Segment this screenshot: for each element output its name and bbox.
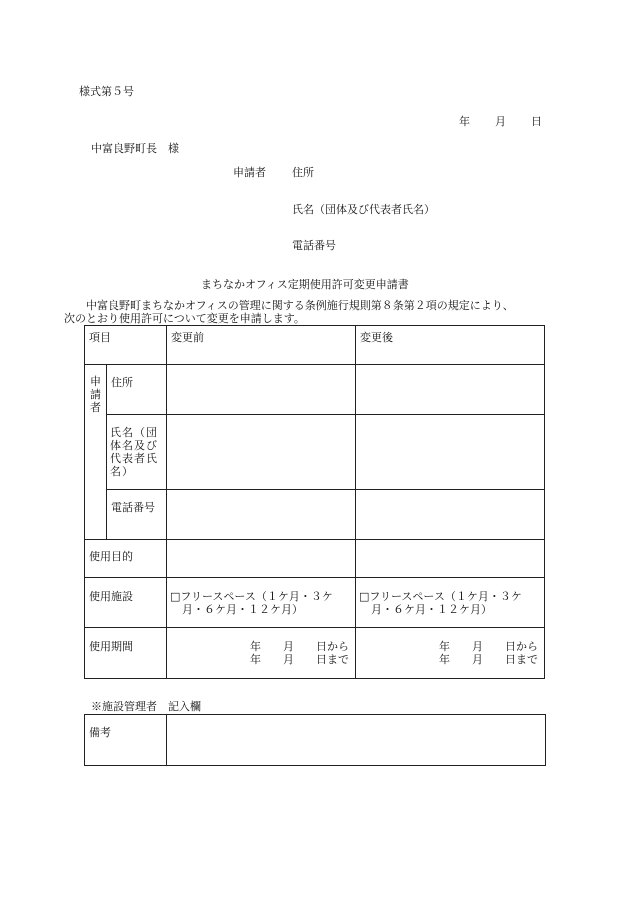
- address-label: 住所: [111, 376, 133, 389]
- admin-heading: ※施設管理者 記入欄: [91, 700, 201, 713]
- period-after-cell[interactable]: [356, 628, 545, 679]
- name-before-cell[interactable]: [167, 415, 356, 490]
- purpose-label-cell: [85, 540, 167, 578]
- applicant-address-label: 住所: [292, 166, 314, 179]
- phone-after-cell[interactable]: [356, 490, 545, 540]
- header-item: 項目: [89, 331, 111, 344]
- period-after-to: 年 月 日まで: [439, 653, 538, 666]
- name-label: 氏名（団体名及び代表者氏名）: [110, 426, 158, 478]
- date-month: 月: [495, 115, 506, 128]
- remarks-label: 備考: [89, 726, 111, 739]
- phone-label: 電話番号: [111, 501, 155, 514]
- applicant-phone-label: 電話番号: [292, 239, 336, 252]
- name-after-cell[interactable]: [356, 415, 545, 490]
- address-before-cell[interactable]: [167, 365, 356, 415]
- phone-label-cell: [107, 490, 167, 540]
- facility-before-line1: □フリースペース（１ケ月・３ケ: [170, 590, 333, 603]
- period-before-cell[interactable]: [167, 628, 356, 679]
- facility-after: [356, 578, 544, 616]
- period-after: [356, 628, 544, 678]
- form-number: 様式第５号: [79, 85, 134, 98]
- applicant-group-cell: [85, 365, 107, 540]
- date-day: 日: [531, 115, 542, 128]
- purpose-after-cell[interactable]: [356, 540, 545, 578]
- applicant-vertical-char: 請: [90, 388, 101, 401]
- applicant-vertical-char: 者: [90, 401, 101, 414]
- period-after-from: 年 月 日から: [439, 640, 538, 653]
- facility-before: [167, 578, 355, 616]
- applicant-label: 申請者: [233, 166, 266, 179]
- body-line-2: 次のとおり使用許可について変更を申請します。: [64, 312, 305, 325]
- header-item-cell: [85, 326, 167, 365]
- header-before: 変更前: [171, 331, 204, 344]
- remarks-input-cell[interactable]: [167, 715, 546, 766]
- facility-before-cell[interactable]: [167, 578, 356, 628]
- change-table: [84, 325, 545, 679]
- facility-after-cell[interactable]: [356, 578, 545, 628]
- facility-after-line2: 月・６ケ月・１２ケ月）: [371, 603, 492, 616]
- remarks-label-cell: [85, 715, 167, 766]
- facility-label-cell: [85, 578, 167, 628]
- address-after-cell[interactable]: [356, 365, 545, 415]
- purpose-before-cell[interactable]: [167, 540, 356, 578]
- body-line-1: 中富良野町まちなかオフィスの管理に関する条例施行規則第８条第２項の規定により、: [86, 299, 514, 312]
- header-before-cell: [167, 326, 356, 365]
- applicant-name-label: 氏名（団体及び代表者氏名）: [292, 203, 435, 216]
- facility-before-line2: 月・６ケ月・１２ケ月）: [182, 603, 303, 616]
- phone-before-cell[interactable]: [167, 490, 356, 540]
- header-after: 変更後: [360, 331, 393, 344]
- addressee: 中富良野町長 様: [91, 142, 179, 155]
- date-year: 年: [459, 115, 470, 128]
- admin-table: [84, 714, 546, 766]
- period-before-from: 年 月 日から: [250, 640, 349, 653]
- period-label: 使用期間: [89, 640, 133, 653]
- applicant-vertical-char: 申: [90, 375, 101, 388]
- period-label-cell: [85, 628, 167, 679]
- applicant-vertical-label: [89, 375, 103, 414]
- purpose-label: 使用目的: [89, 550, 133, 563]
- period-before: [167, 628, 355, 678]
- header-after-cell: [356, 326, 545, 365]
- name-label-cell: [107, 415, 167, 490]
- facility-label: 使用施設: [89, 590, 133, 603]
- address-label-cell: [107, 365, 167, 415]
- document-title: まちなかオフィス定期使用許可変更申請書: [201, 278, 409, 291]
- facility-after-line1: □フリースペース（１ケ月・３ケ: [359, 590, 522, 603]
- body-text: [64, 299, 552, 325]
- period-before-to: 年 月 日まで: [250, 653, 349, 666]
